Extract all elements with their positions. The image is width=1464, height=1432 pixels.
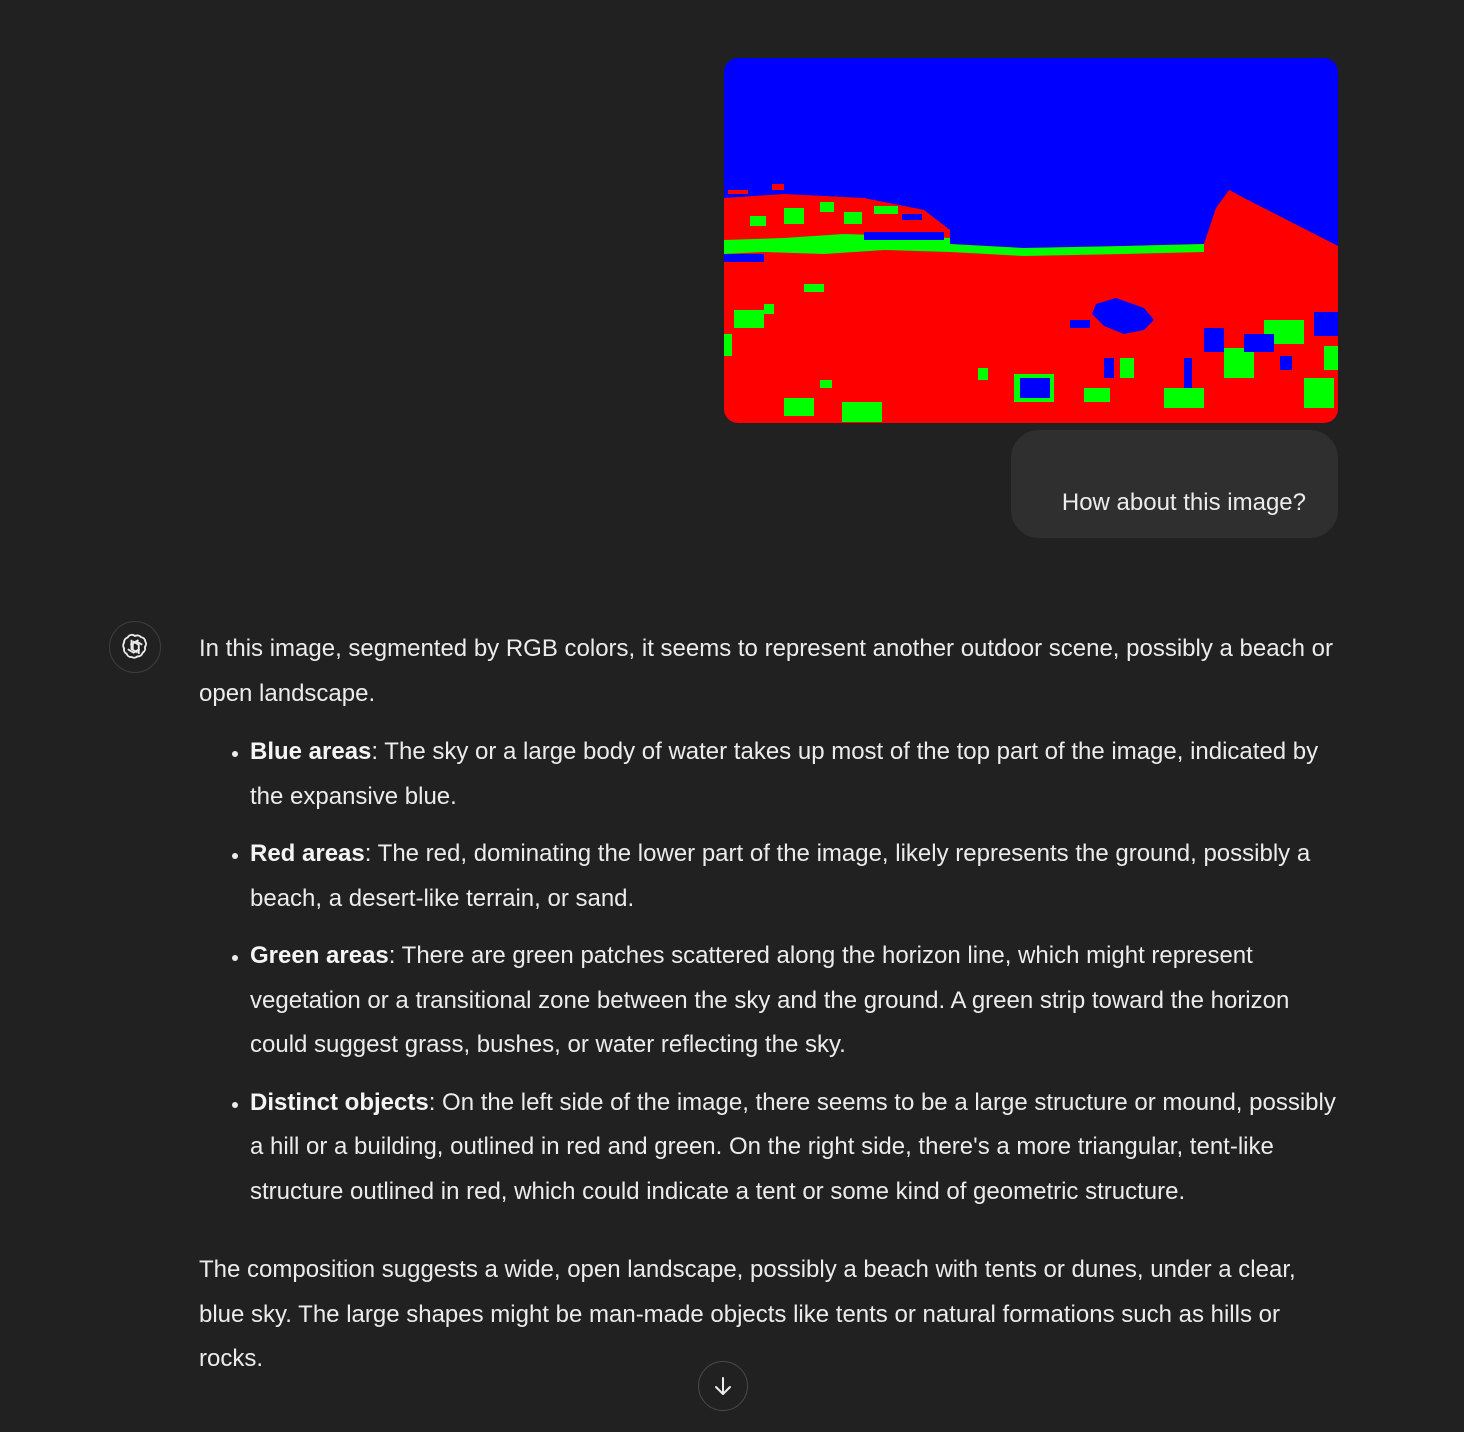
user-message-text: How about this image?	[1061, 489, 1306, 516]
bullet-text: : The red, dominating the lower part of the image, likely represents the ground, possibly a beach, a desert-like terrain, or sand.	[250, 840, 1311, 912]
bullet-title: Red areas	[250, 840, 365, 867]
uploaded-image[interactable]	[724, 58, 1338, 423]
assistant-bullet-list	[199, 730, 1344, 1214]
assistant-avatar	[109, 621, 161, 673]
user-message-bubble	[1011, 430, 1338, 538]
assistant-intro: In this image, segmented by RGB colors, it seems to represent another outdoor scene, possibly a beach or open landscape.	[199, 635, 1333, 707]
bullet-title: Distinct objects	[250, 1088, 429, 1116]
bullet-text: : There are green patches scattered along the horizon line, which might represent vegetation or a transitional zone between the sky and the ground. A green strip toward the horizon could suggest grass, bushes, or water reflecting the sky.	[250, 942, 1290, 1058]
openai-logo-icon	[120, 632, 150, 662]
scroll-to-bottom-button[interactable]	[698, 1361, 748, 1411]
arrow-down-icon	[711, 1374, 735, 1398]
list-item	[250, 1081, 1344, 1215]
list-item	[250, 934, 1344, 1068]
assistant-conclusion: The composition suggests a wide, open landscape, possibly a beach with tents or dunes, under a clear, blue sky. The large shapes might be man-made objects like tents or natural formations such as hills or rocks.	[199, 1256, 1296, 1372]
bullet-text: : The sky or a large body of water takes up most of the top part of the image, indicated by the expansive blue.	[250, 738, 1319, 810]
bullet-title: Green areas	[250, 942, 389, 969]
bullet-title: Blue areas	[250, 738, 372, 765]
list-item	[250, 730, 1344, 819]
list-item	[250, 832, 1344, 921]
bullet-text: : On the left side of the image, there seems to be a large structure or mound, possibly a hill or a building, outlined in red and green. On the right side, there's a more triangular, tent-like structure outlined in red, which could indicate a tent or some kind of geometric structure.	[250, 1088, 1336, 1205]
assistant-message	[199, 627, 1344, 1382]
